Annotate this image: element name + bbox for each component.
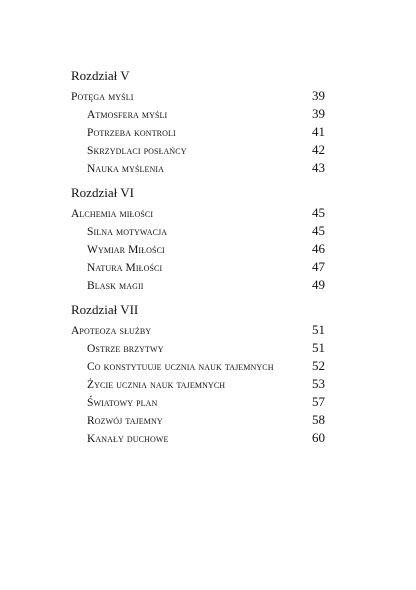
toc-entry-title: Potęga myśli — [71, 91, 134, 103]
toc-entry — [71, 141, 325, 159]
toc-page-number: 45 — [312, 205, 325, 220]
toc-entry-title: Życie ucznia nauk tajemnych — [87, 379, 226, 391]
toc-entry — [71, 276, 325, 294]
toc-entry — [71, 123, 325, 141]
toc-entry — [71, 339, 325, 357]
toc-entry-title: Alchemia miłości — [71, 208, 154, 220]
toc-section-entry — [71, 321, 325, 339]
toc-entry-title: Nauka myślenia — [87, 163, 165, 175]
table-of-contents — [71, 68, 325, 455]
chapter-heading: Rozdział V — [71, 68, 130, 83]
toc-entry — [71, 411, 325, 429]
toc-page-number: 47 — [312, 259, 325, 274]
toc-entry-title: Co konstytuuje ucznia nauk tajemnych — [87, 361, 274, 373]
toc-entry-title: Skrzydlaci posłańcy — [87, 145, 187, 157]
toc-entry — [71, 375, 325, 393]
toc-entry-title: Rozwój tajemny — [87, 415, 163, 427]
toc-entry-title: Natura Miłości — [87, 262, 163, 274]
toc-page-number: 51 — [312, 340, 325, 355]
toc-entry — [71, 429, 325, 447]
toc-page-number: 39 — [312, 106, 325, 121]
toc-entry-title: Wymiar Miłości — [87, 244, 165, 256]
toc-page-number: 53 — [312, 376, 325, 391]
toc-page-number: 45 — [312, 223, 325, 238]
toc-entry-title: Silna motywacja — [87, 226, 168, 238]
toc-entry-title: Ostrze brzytwy — [87, 343, 164, 355]
toc-page-number: 39 — [312, 88, 325, 103]
chapter-block — [71, 302, 325, 447]
toc-entry-title: Kanały duchowe — [87, 433, 169, 445]
toc-entry-title: Atmosfera myśli — [87, 109, 168, 121]
toc-entry — [71, 393, 325, 411]
chapter-heading: Rozdział VI — [71, 185, 134, 200]
toc-entry — [71, 258, 325, 276]
toc-entry-title: Blask magii — [87, 280, 144, 292]
toc-entry — [71, 357, 325, 375]
toc-page-number: 43 — [312, 160, 325, 175]
toc-page-number: 52 — [312, 358, 325, 373]
toc-page-number: 49 — [312, 277, 325, 292]
toc-entry — [71, 222, 325, 240]
toc-entry — [71, 159, 325, 177]
toc-entry — [71, 240, 325, 258]
toc-entry — [71, 105, 325, 123]
toc-page-number: 46 — [312, 241, 325, 256]
toc-entry-title: Apoteoza służby — [71, 325, 152, 337]
toc-page-number: 51 — [312, 322, 325, 337]
toc-page-number: 57 — [312, 394, 325, 409]
chapter-block — [71, 68, 325, 177]
toc-page-number: 60 — [312, 430, 325, 445]
toc-page-number: 58 — [312, 412, 325, 427]
toc-page-number: 42 — [312, 142, 325, 157]
toc-section-entry — [71, 87, 325, 105]
chapter-heading: Rozdział VII — [71, 302, 139, 317]
chapter-block — [71, 185, 325, 294]
toc-entry-title: Potrzeba kontroli — [87, 127, 176, 139]
toc-section-entry — [71, 204, 325, 222]
toc-entry-title: Światowy plan — [87, 397, 158, 409]
toc-page-number: 41 — [312, 124, 325, 139]
